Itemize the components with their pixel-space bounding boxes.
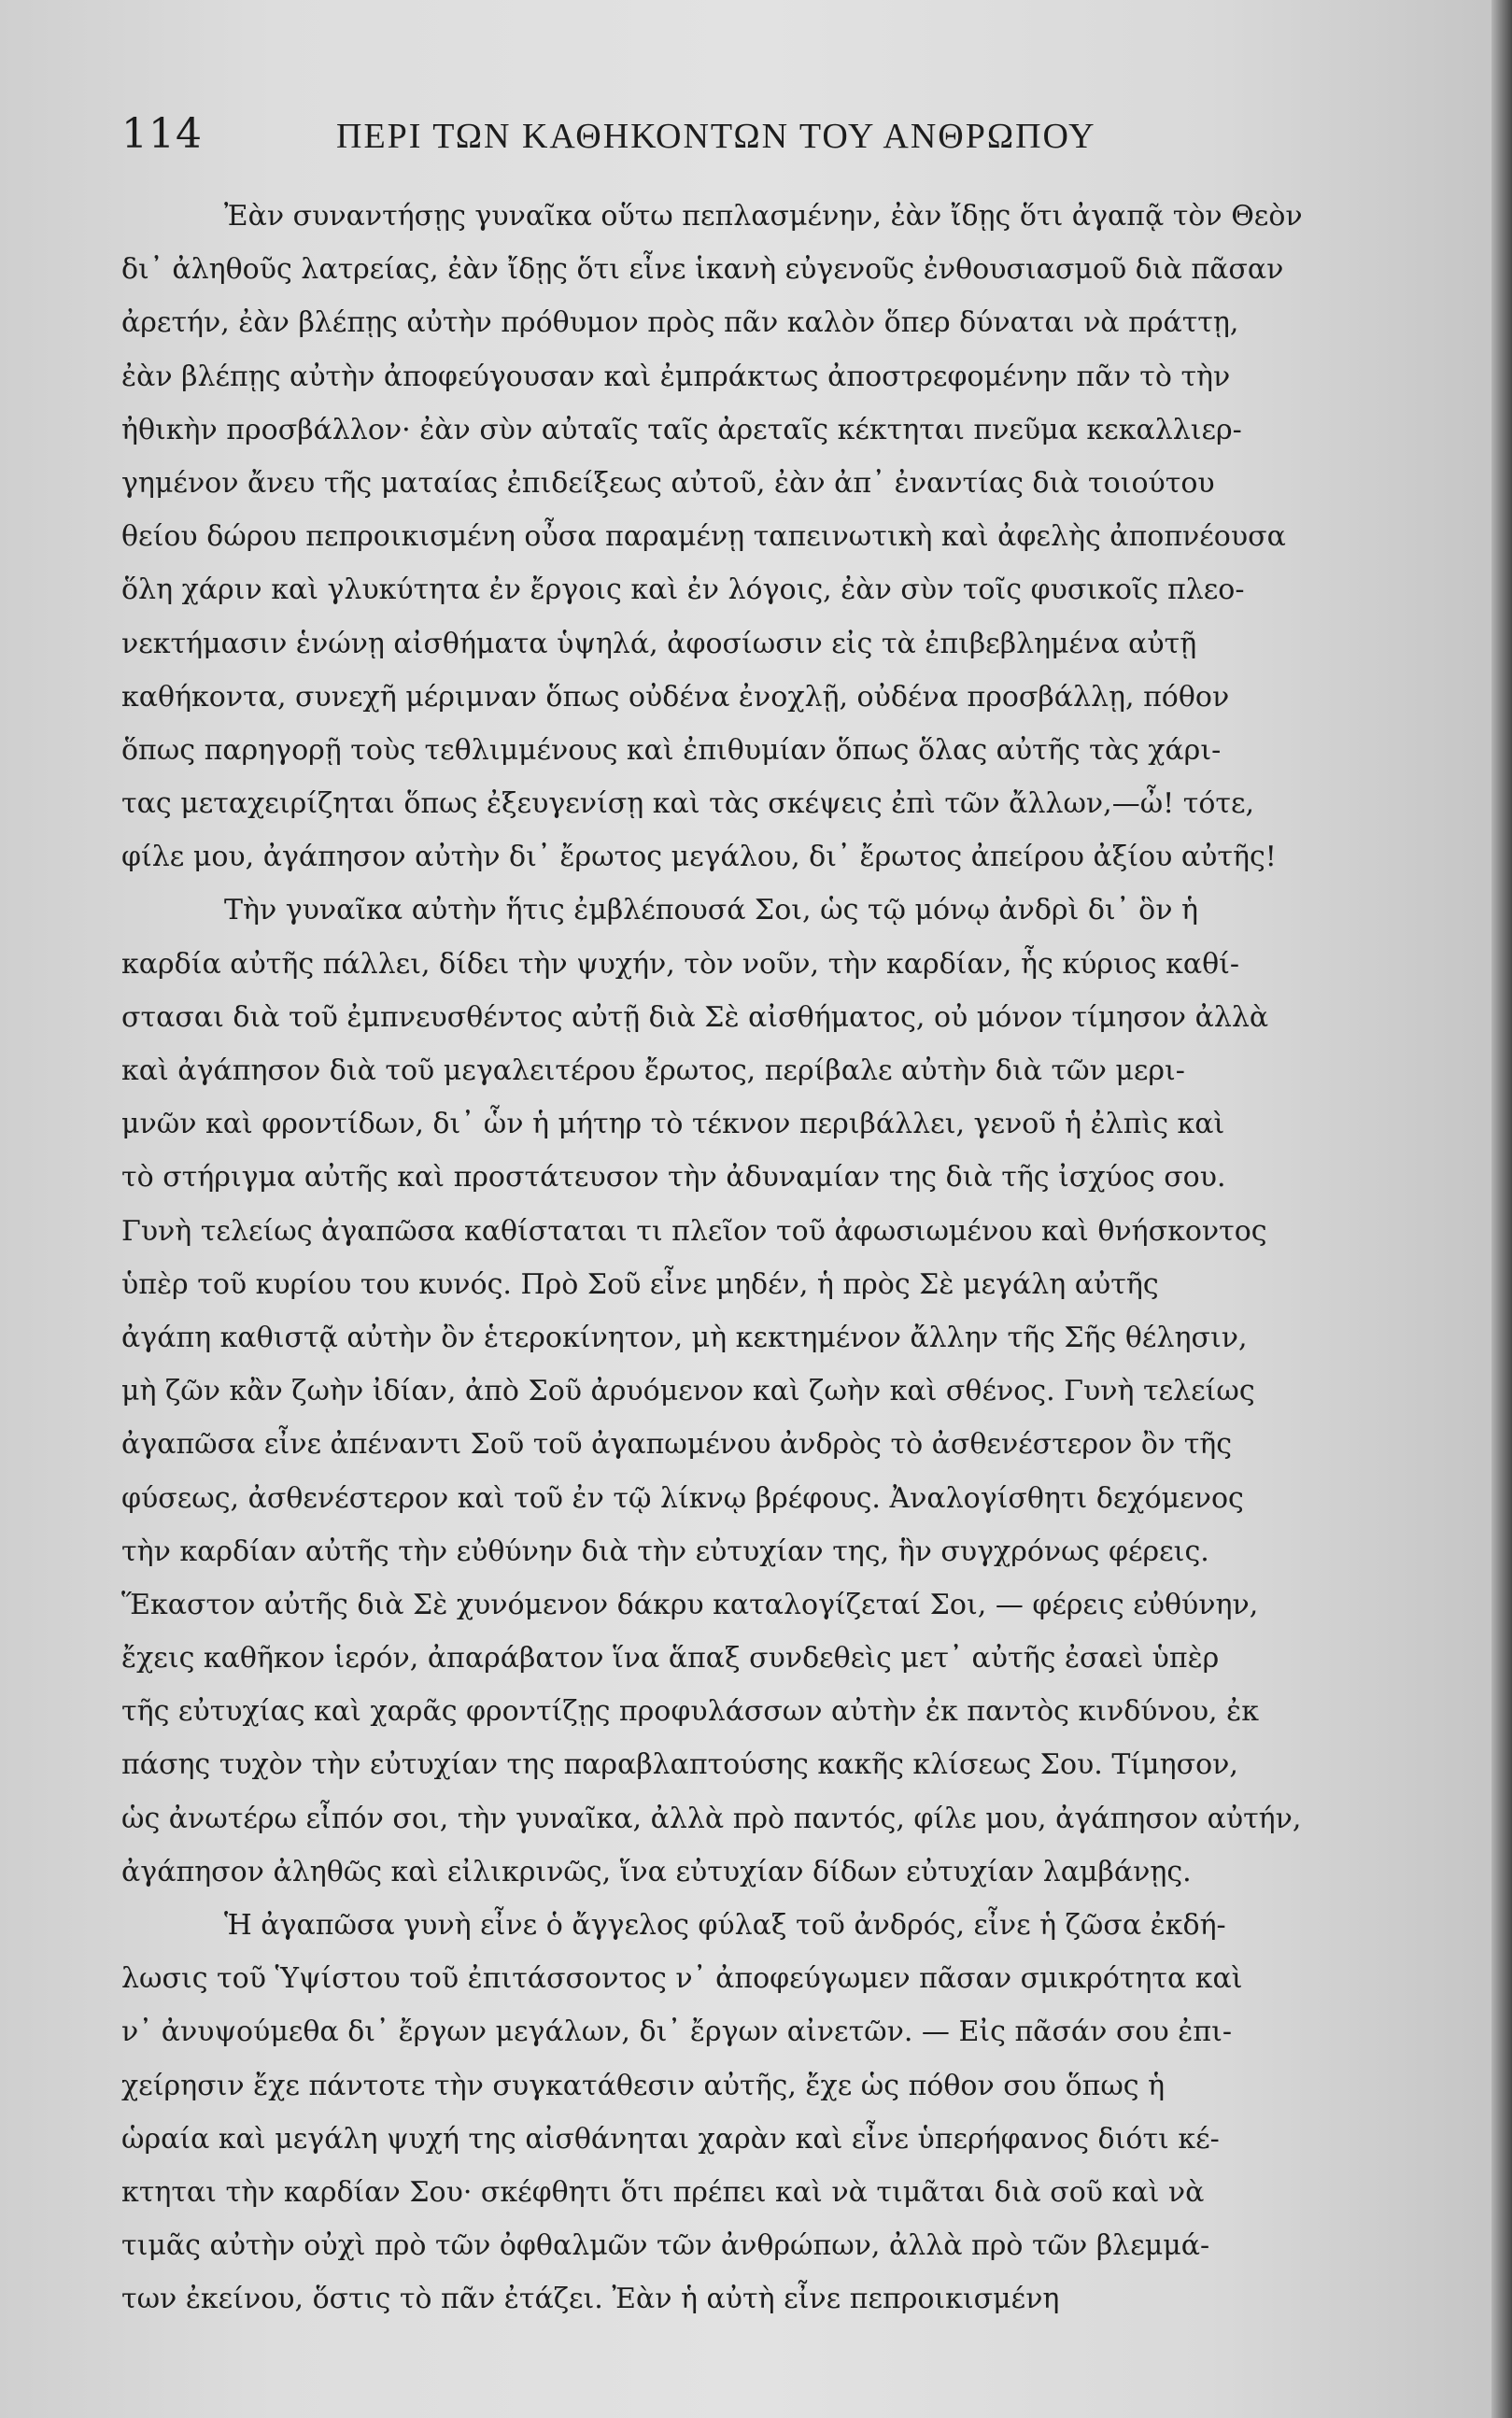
text-line: λωσις τοῦ Ὑψίστου τοῦ ἐπιτάσσοντος ν᾽ ἀποφεύγωμεν πᾶσαν σμικρότητα καὶ [121,1962,1243,1996]
text-line: ὑπὲρ τοῦ κυρίου του κυνός. Πρὸ Σοῦ εἶνε μηδέν, ἡ πρὸς Σὲ μεγάλη αὐτῆς [121,1267,1159,1301]
text-line: ὅπως παρηγορῇ τοὺς τεθλιμμένους καὶ ἐπιθυμίαν ὅπως ὅλας αὐτῆς τὰς χάρι- [121,733,1222,767]
text-line: φύσεως, ἀσθενέστερον καὶ τοῦ ἐν τῷ λίκνῳ βρέφους. Ἀναλογίσθητι δεχόμενος [121,1481,1244,1515]
text-line: ν᾽ ἀνυψούμεθα δι᾽ ἔργων μεγάλων, δι᾽ ἔργων αἰνετῶν. — Εἰς πᾶσάν σου ἐπι- [121,2015,1232,2049]
text-line: ὡραία καὶ μεγάλη ψυχή της αἰσθάνηται χαρὰν καὶ εἶνε ὑπερήφανος διότι κέ- [121,2122,1220,2156]
text-line: τιμᾶς αὐτὴν οὐχὶ πρὸ τῶν ὀφθαλμῶν τῶν ἀνθρώπων, ἀλλὰ πρὸ τῶν βλεμμά- [121,2229,1210,2263]
text-line: θείου δώρου πεπροικισμένη οὖσα παραμένῃ ταπεινωτικὴ καὶ ἀφελὴς ἀποπνέουσα [121,520,1286,554]
text-line: τας μεταχειρίζηται ὅπως ἐξευγενίσῃ καὶ τὰς σκέψεις ἐπὶ τῶν ἄλλων,—ὦ! τότε, [121,787,1255,821]
text-line: μνῶν καὶ φροντίδων, δι᾽ ὧν ἡ μήτηρ τὸ τέκνον περιβάλλει, γενοῦ ἡ ἐλπὶς καὶ [121,1108,1225,1141]
text-line: Ἕκαστον αὐτῆς διὰ Σὲ χυνόμενον δάκρυ καταλογίζεταί Σοι, — φέρεις εὐθύνην, [121,1588,1259,1621]
text-line: ἀγάπη καθιστᾷ αὐτὴν ὂν ἑτεροκίνητον, μὴ κεκτημένον ἄλλην τῆς Σῆς θέλησιν, [121,1321,1248,1354]
text-line: φίλε μου, ἀγάπησον αὐτὴν δι᾽ ἔρωτος μεγάλου, δι᾽ ἔρωτος ἀπείρου ἀξίου αὐτῆς! [121,841,1277,874]
text-line: ἀγάπησον ἀληθῶς καὶ εἰλικρινῶς, ἵνα εὐτυχίαν δίδων εὐτυχίαν λαμβάνῃς. [121,1855,1192,1888]
text-line: κτηται τὴν καρδίαν Σου· σκέφθητι ὅτι πρέπει καὶ νὰ τιμᾶται διὰ σοῦ καὶ νὰ [121,2175,1205,2209]
text-line: ὡς ἀνωτέρω εἶπόν σοι, τὴν γυναῖκα, ἀλλὰ πρὸ παντός, φίλε μου, ἀγάπησον αὐτήν, [121,1802,1302,1835]
text-line: Γυνὴ τελείως ἀγαπῶσα καθίσταται τι πλεῖον τοῦ ἀφωσιωμένου καὶ θνήσκοντος [121,1214,1267,1248]
text-line: ἀγαπῶσα εἶνε ἀπέναντι Σοῦ τοῦ ἀγαπωμένου ἀνδρὸς τὸ ἀσθενέστερον ὂν τῆς [121,1428,1233,1462]
text-line: χείρησιν ἔχε πάντοτε τὴν συγκατάθεσιν αὐτῆς, ἔχε ὡς πόθον σου ὅπως ἡ [121,2069,1166,2102]
text-line: των ἐκείνου, ὅστις τὸ πᾶν ἐτάζει. Ἐὰν ἡ αὐτὴ εἶνε πεπροικισμένη [121,2283,1060,2316]
text-line: Ἐὰν συναντήσῃς γυναῖκα οὕτω πεπλασμένην, ἐὰν ἴδῃς ὅτι ἀγαπᾷ τὸν Θεὸν [224,200,1303,233]
body-text [121,190,1401,2326]
text-line: ὅλη χάριν καὶ γλυκύτητα ἐν ἔργοις καὶ ἐν λόγοις, ἐὰν σὺν τοῖς φυσικοῖς πλεο- [121,573,1245,607]
text-line: τῆς εὐτυχίας καὶ χαρᾶς φροντίζῃς προφυλάσσων αὐτὴν ἐκ παντὸς κινδύνου, ἐκ [121,1695,1259,1729]
text-line: γημένον ἄνευ τῆς ματαίας ἐπιδείξεως αὐτοῦ, ἐὰν ἀπ᾽ ἐναντίας διὰ τοιούτου [121,466,1215,500]
page-header [121,110,1410,185]
text-line: καρδία αὐτῆς πάλλει, δίδει τὴν ψυχήν, τὸν νοῦν, τὴν καρδίαν, ἧς κύριος καθί- [121,947,1240,981]
text-line: Ἡ ἀγαπῶσα γυνὴ εἶνε ὁ ἄγγελος φύλαξ τοῦ ἀνδρός, εἶνε ἡ ζῶσα ἐκδή- [224,1909,1226,1942]
running-title: ΠΕΡΙ ΤΩΝ ΚΑΘΗΚΟΝΤΩΝ ΤΟΥ ΑΝΘΡΩΠΟΥ [336,117,1096,156]
text-line: ἔχεις καθῆκον ἱερόν, ἀπαράβατον ἵνα ἅπαξ συνδεθεὶς μετ᾽ αὐτῆς ἐσαεὶ ὑπὲρ [121,1642,1220,1676]
text-line: πάσης τυχὸν τὴν εὐτυχίαν της παραβλαπτούσης κακῆς κλίσεως Σου. Τίμησον, [121,1748,1238,1782]
text-line: καὶ ἀγάπησον διὰ τοῦ μεγαλειτέρου ἔρωτος, περίβαλε αὐτὴν διὰ τῶν μερι- [121,1054,1185,1087]
text-line: ἠθικὴν προσβάλλον· ἐὰν σὺν αὐταῖς ταῖς ἀρεταῖς κέκτηται πνεῦμα κεκαλλιερ- [121,413,1242,446]
text-line: ἀρετήν, ἐὰν βλέπῃς αὐτὴν πρόθυμον πρὸς πᾶν καλὸν ὅπερ δύναται νὰ πράττῃ, [121,306,1239,340]
text-line: ἐὰν βλέπῃς αὐτὴν ἀποφεύγουσαν καὶ ἐμπράκτως ἀποστρεφομένην πᾶν τὸ τὴν [121,360,1231,393]
text-line: στασαι διὰ τοῦ ἐμπνευσθέντος αὐτῇ διὰ Σὲ αἰσθήματος, οὐ μόνον τίμησον ἀλλὰ [121,1000,1269,1034]
page-number: 114 [121,110,203,158]
text-line: δι᾽ ἀληθοῦς λατρείας, ἐὰν ἴδῃς ὅτι εἶνε ἱκανὴ εὐγενοῦς ἐνθουσιασμοῦ διὰ πᾶσαν [121,253,1284,287]
text-line: μὴ ζῶν κἂν ζωὴν ἰδίαν, ἀπὸ Σοῦ ἀρυόμενον καὶ ζωὴν καὶ σθένος. Γυνὴ τελείως [121,1375,1255,1408]
text-line: τὸ στήριγμα αὐτῆς καὶ προστάτευσον τὴν ἀδυναμίαν της διὰ τῆς ἰσχύος σου. [121,1161,1226,1195]
text-line: τὴν καρδίαν αὐτῆς τὴν εὐθύνην διὰ τὴν εὐτυχίαν της, ἣν συγχρόνως φέρεις. [121,1534,1209,1568]
text-line: νεκτήμασιν ἑνώνῃ αἰσθήματα ὑψηλά, ἀφοσίωσιν εἰς τὰ ἐπιβεβλημένα αὐτῇ [121,627,1197,660]
page-edge-shadow [1491,0,1512,2418]
text-line: Τὴν γυναῖκα αὐτὴν ἥτις ἐμβλέπουσά Σοι, ὡς τῷ μόνῳ ἀνδρὶ δι᾽ ὃν ἡ [224,894,1198,927]
text-line: καθήκοντα, συνεχῆ μέριμναν ὅπως οὐδένα ἐνοχλῇ, οὐδένα προσβάλλῃ, πόθον [121,680,1230,714]
